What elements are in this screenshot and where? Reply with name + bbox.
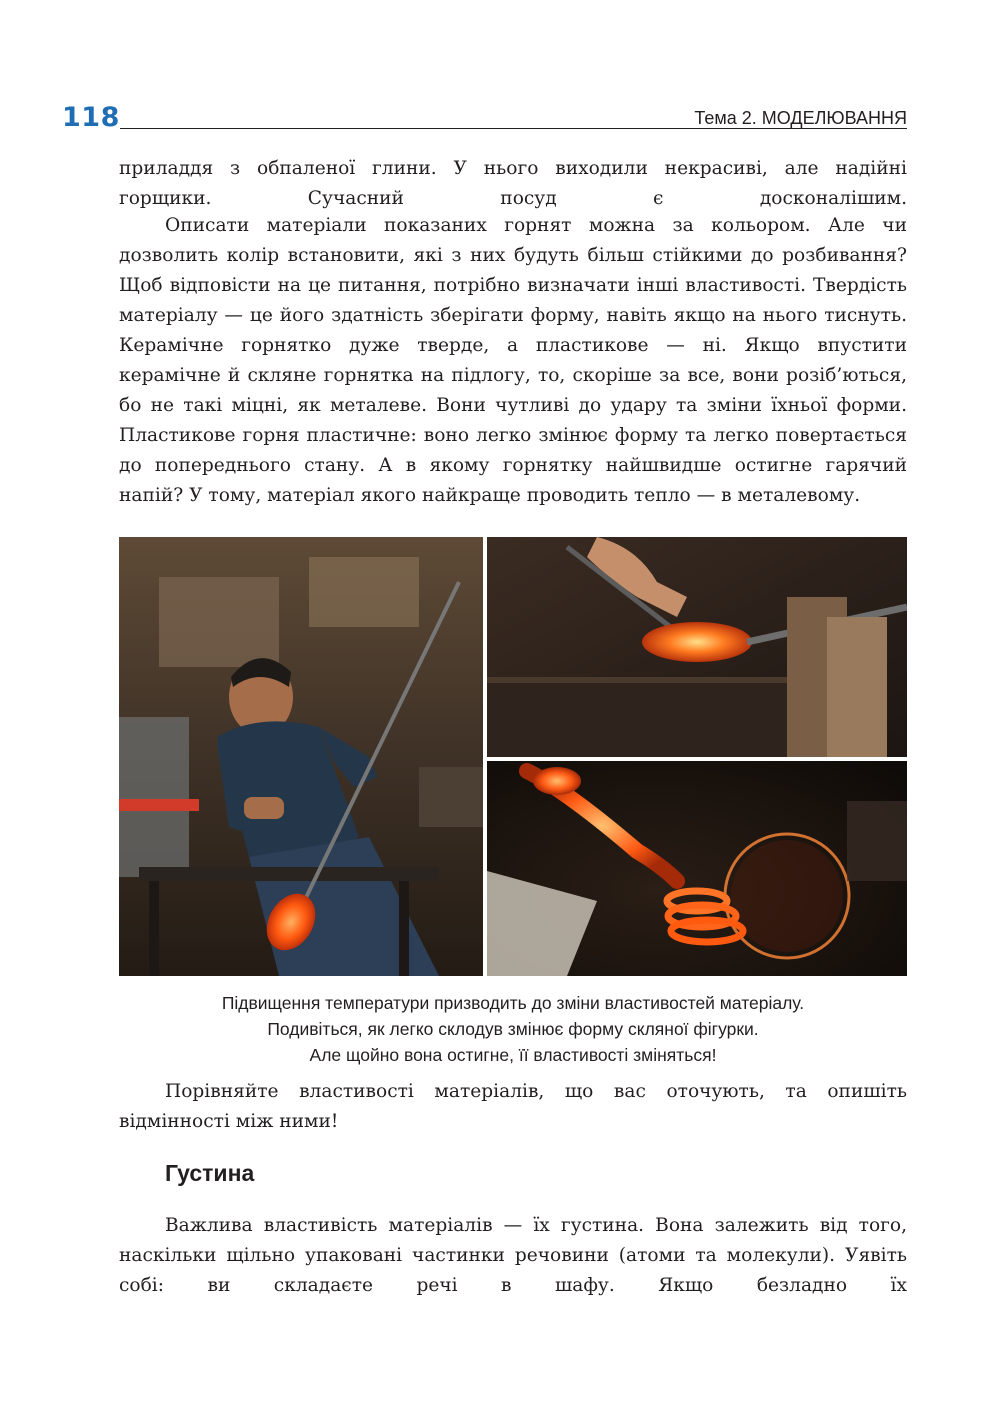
section-heading-density: Густина [165,1160,255,1186]
caption-line-3: Але щойно вона остигне, її властивості зміняться! [309,1045,717,1065]
paragraph-density: Важлива властивість матеріалів — їх густина. Вона залежить від того, наскільки щільно упаковані частинки речовини (атоми та молекули). Уявіть собі: ви складаєте речі в шафу. Якщо безладно їх [119,1215,907,1296]
caption-line-1: Підвищення температури призводить до зміни властивостей матеріалу. [221,993,805,1013]
caption-line-2: Подивіться, як легко склодув змінює форму скляної фігурки. [267,1019,759,1039]
page-header [62,98,907,138]
paragraph-continuation: приладдя з обпаленої глини. У нього виходили некрасиві, але надійні горщики. Сучасний посуд є досконалішим. [119,158,907,209]
glass-shaping-photo [487,537,907,757]
glass-figurine-photo [487,761,907,976]
glassblowing-photos [119,537,907,976]
topic-title: Тема 2. МОДЕЛЮВАННЯ [694,108,907,128]
glassblower-photo [119,537,483,976]
paragraph-task: Порівняйте властивості матеріалів, що вас оточують, та опишіть відмінності між ними! [119,1081,907,1132]
paragraph-hardness: Описати матеріали показаних горнят можна за кольором. Але чи дозволить колір встановити, які з них будуть більш стійкими до розбивання? Щоб відповісти на це питання, потрібно визначати інші властивості. Твердість матеріалу — це його здатність зберігати форму, навіть якщо на нього тиснуть. Керамічне горнятко дуже тверде, а пластикове — ні. Якщо впустити керамічне й скляне горнятка на підлогу, то, скоріше за все, вони розіб’ються, бо не такі міцні, як металеве. Вони чутливі до удару та зміни їхньої форми. Пластикове горня пластичне: воно легко змінює форму та легко повертається до попереднього стану. А в якому горнятку найшвидше остигне гарячий напій? У тому, матеріал якого найкраще проводить тепло — в металевому. [119,215,907,506]
photo-caption [119,990,907,1068]
page-number: 118 [62,102,120,133]
